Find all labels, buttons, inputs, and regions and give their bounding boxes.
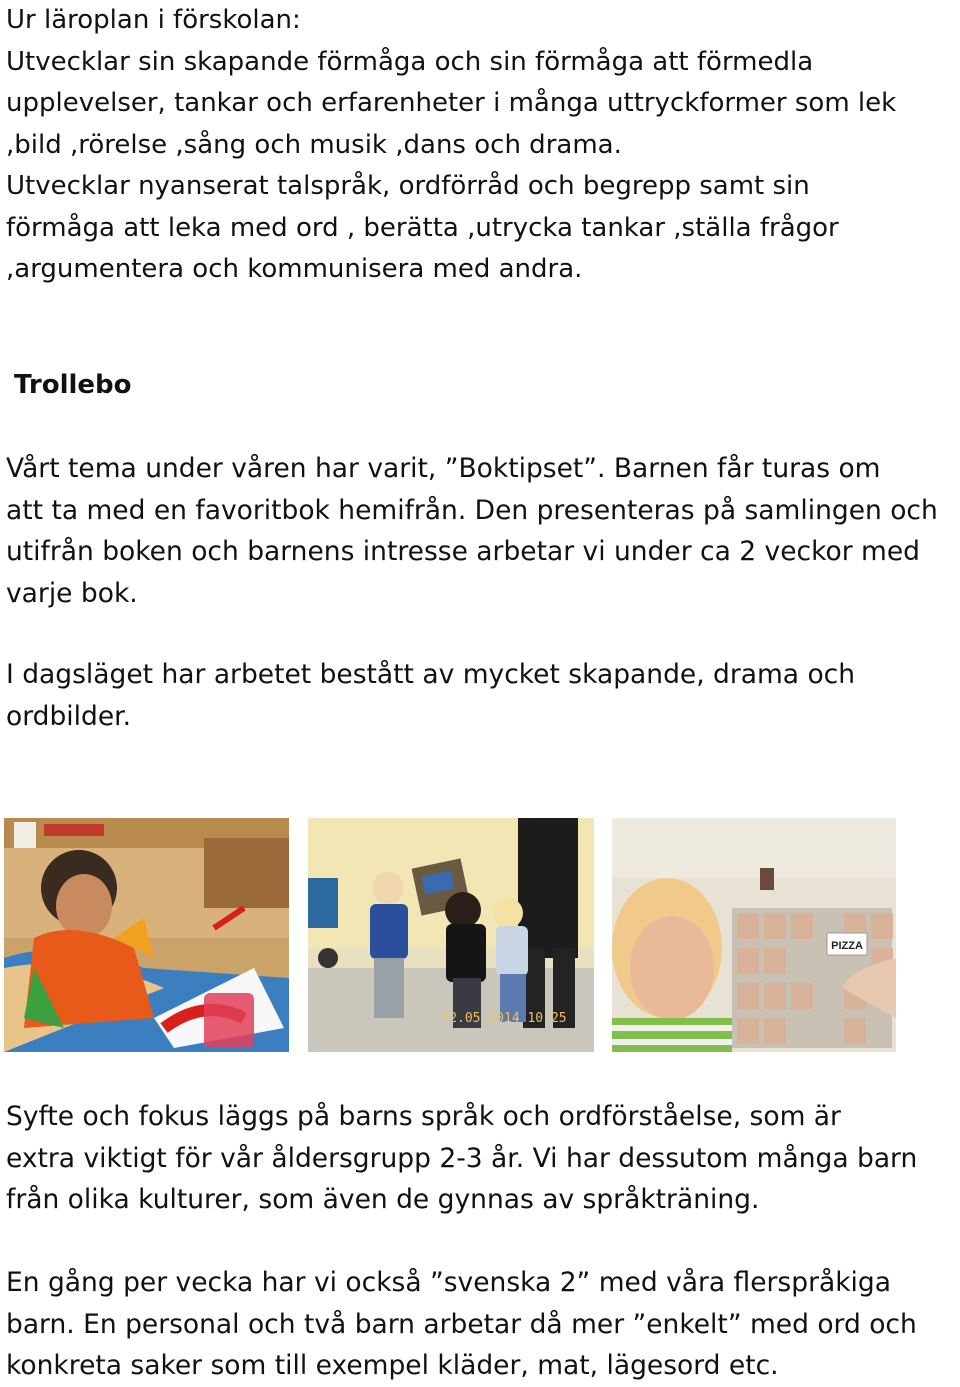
swedish2-paragraph bbox=[6, 1262, 956, 1387]
photo-child-painting bbox=[4, 818, 289, 1052]
theme-paragraph bbox=[6, 448, 956, 614]
photo-children-with-box bbox=[308, 818, 594, 1052]
text-line: barn. En personal och två barn arbetar då mer ”enkelt” med ord och bbox=[6, 1308, 917, 1340]
purpose-paragraph bbox=[6, 1096, 956, 1221]
text-line: att ta med en favoritbok hemifrån. Den presenteras på samlingen och bbox=[6, 494, 938, 526]
curriculum-quote bbox=[6, 0, 956, 291]
text-line: utifrån boken och barnens intresse arbetar vi under ca 2 veckor med bbox=[6, 536, 920, 567]
text-line: I dagsläget har arbetet bestått av mycket skapande, drama och bbox=[6, 659, 856, 690]
text-line: varje bok. bbox=[6, 577, 138, 609]
word-card-label: PIZZA bbox=[831, 940, 863, 952]
photo-word-card bbox=[612, 818, 896, 1052]
text-line: En gång per vecka har vi också ”svenska 2” med våra flerspråkiga bbox=[6, 1267, 891, 1298]
text-line: ,argumentera och kommunisera med andra. bbox=[6, 254, 583, 284]
text-line: extra viktigt för vår åldersgrupp 2-3 år. Vi har dessutom många barn bbox=[6, 1142, 918, 1174]
text-line: ,bild ,rörelse ,sång och musik ,dans och drama. bbox=[6, 129, 622, 160]
current-work-paragraph bbox=[6, 654, 956, 737]
text-line: från olika kulturer, som även de gynnas av språkträning. bbox=[6, 1184, 760, 1215]
text-line: ordbilder. bbox=[6, 700, 132, 732]
text-line: Ur läroplan i förskolan: bbox=[6, 5, 301, 35]
text-line: Utvecklar nyanserat talspråk, ordförråd och begrepp samt sin bbox=[6, 171, 810, 201]
text-line: Vårt tema under våren har varit, ”Boktipset”. Barnen får turas om bbox=[6, 453, 881, 484]
section-heading: Trollebo bbox=[14, 370, 132, 400]
text-line: Utvecklar sin skapande förmåga och sin förmåga att förmedla bbox=[6, 46, 814, 77]
photo-timestamp: 22.05.2014 10:25 bbox=[441, 1011, 567, 1026]
text-line: förmåga att leka med ord , berätta ,utrycka tankar ,ställa frågor bbox=[6, 212, 839, 243]
text-line: upplevelser, tankar och erfarenheter i många uttryckformer som lek bbox=[6, 88, 897, 118]
text-line: konkreta saker som till exempel kläder, mat, lägesord etc. bbox=[6, 1350, 779, 1381]
text-line: Syfte och fokus läggs på barns språk och ordförståelse, som är bbox=[6, 1101, 841, 1132]
